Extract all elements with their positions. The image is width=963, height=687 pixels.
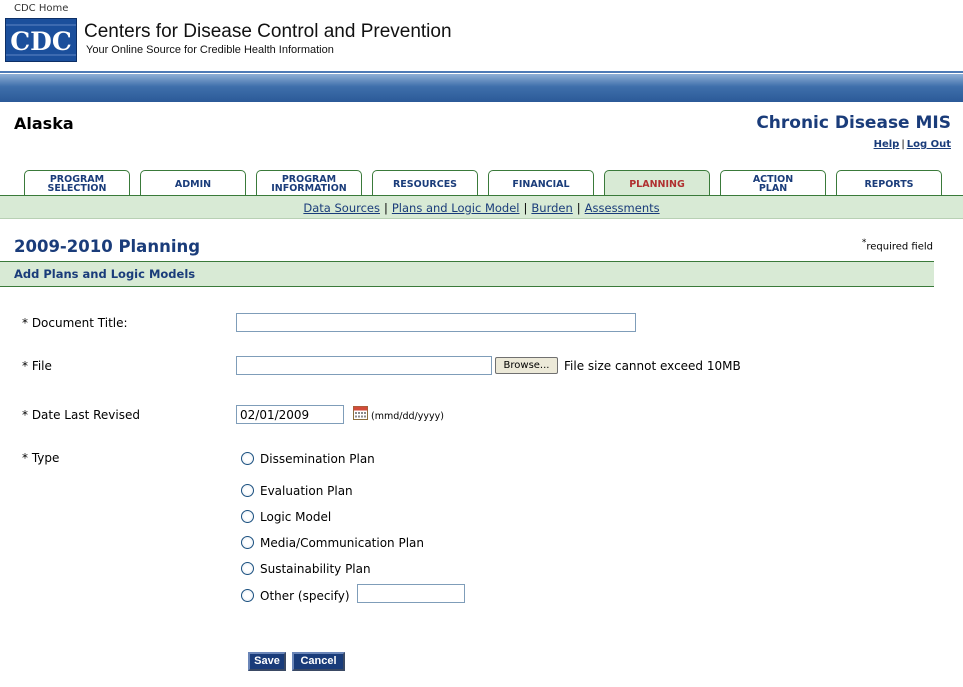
org-tagline: Your Online Source for Credible Health Information [86,44,334,56]
state-name: Alaska [14,114,74,133]
subnav-data-sources[interactable]: Data Sources [303,201,380,215]
document-title-label: * Document Title: [22,316,128,330]
tab-action-plan[interactable] [720,170,826,195]
cdc-logo[interactable] [5,18,77,62]
tab-label: ACTION [752,174,794,185]
calendar-icon[interactable] [353,405,368,419]
tab-label: PROGRAM [49,174,105,185]
browse-button[interactable]: Browse... [495,357,558,374]
tab-label: SELECTION [47,183,107,194]
user-links [874,139,951,150]
save-button[interactable]: Save [248,652,286,671]
tab-program-selection[interactable] [24,170,130,195]
tab-label: PLAN [758,183,788,194]
org-name: Centers for Disease Control and Prevention [84,21,452,42]
tab-planning[interactable] [604,170,710,195]
subnav-separator: | [383,201,388,215]
radio-label: Logic Model [260,510,332,524]
radio-label: Media/Communication Plan [260,536,425,550]
required-note [862,238,933,252]
subnav-plans-logic-model[interactable]: Plans and Logic Model [391,201,520,215]
logo-text: CDC [10,27,72,56]
tab-label: PROGRAM [281,174,337,185]
header-divider [0,71,963,73]
tab-financial[interactable] [488,170,594,195]
radio-label: Other (specify) [260,589,350,603]
radio-label: Sustainability Plan [260,562,371,576]
radio-sustainability-plan[interactable] [241,562,254,575]
cancel-button[interactable]: Cancel [292,652,345,671]
tab-label: ADMIN [174,178,212,190]
tab-label: RESOURCES [392,178,458,190]
file-input[interactable] [236,356,492,375]
radio-label: Dissemination Plan [260,452,375,466]
tab-label: FINANCIAL [512,178,570,190]
tab-resources[interactable] [372,170,478,195]
radio-dissemination-plan[interactable] [241,452,254,465]
link-separator: | [901,139,905,150]
date-revised-label: * Date Last Revised [22,408,140,422]
subnav-separator: | [576,201,581,215]
subnav-assessments[interactable]: Assessments [584,201,660,215]
file-size-hint: File size cannot exceed 10MB [564,359,741,373]
sub-navigation [0,195,963,219]
other-specify-input[interactable] [357,584,465,603]
required-mark: * [861,238,867,248]
tab-label: INFORMATION [271,183,347,194]
tab-reports[interactable] [836,170,942,195]
radio-media-communication-plan[interactable] [241,536,254,549]
tab-label: REPORTS [864,178,914,190]
cdc-home-link[interactable]: CDC Home [14,3,69,14]
tab-program-information[interactable] [256,170,362,195]
radio-logic-model[interactable] [241,510,254,523]
section-header: Add Plans and Logic Models [0,261,934,287]
radio-label: Evaluation Plan [260,484,353,498]
tab-label: PLANNING [629,178,685,190]
subnav-burden[interactable]: Burden [531,201,573,215]
document-title-input[interactable] [236,313,636,332]
radio-evaluation-plan[interactable] [241,484,254,497]
help-link[interactable]: Help [873,139,900,150]
radio-other[interactable] [241,589,254,602]
subnav-separator: | [523,201,528,215]
file-label: * File [22,359,52,373]
required-note-text: required field [866,241,933,253]
date-revised-input[interactable] [236,405,344,424]
type-label: * Type [22,451,60,465]
logout-link[interactable]: Log Out [906,139,951,150]
header-band [0,74,963,102]
tab-admin[interactable] [140,170,246,195]
date-format-hint: (mmd/dd/yyyy) [371,411,444,422]
page-title: 2009-2010 Planning [14,237,201,256]
system-name: Chronic Disease MIS [756,113,951,133]
